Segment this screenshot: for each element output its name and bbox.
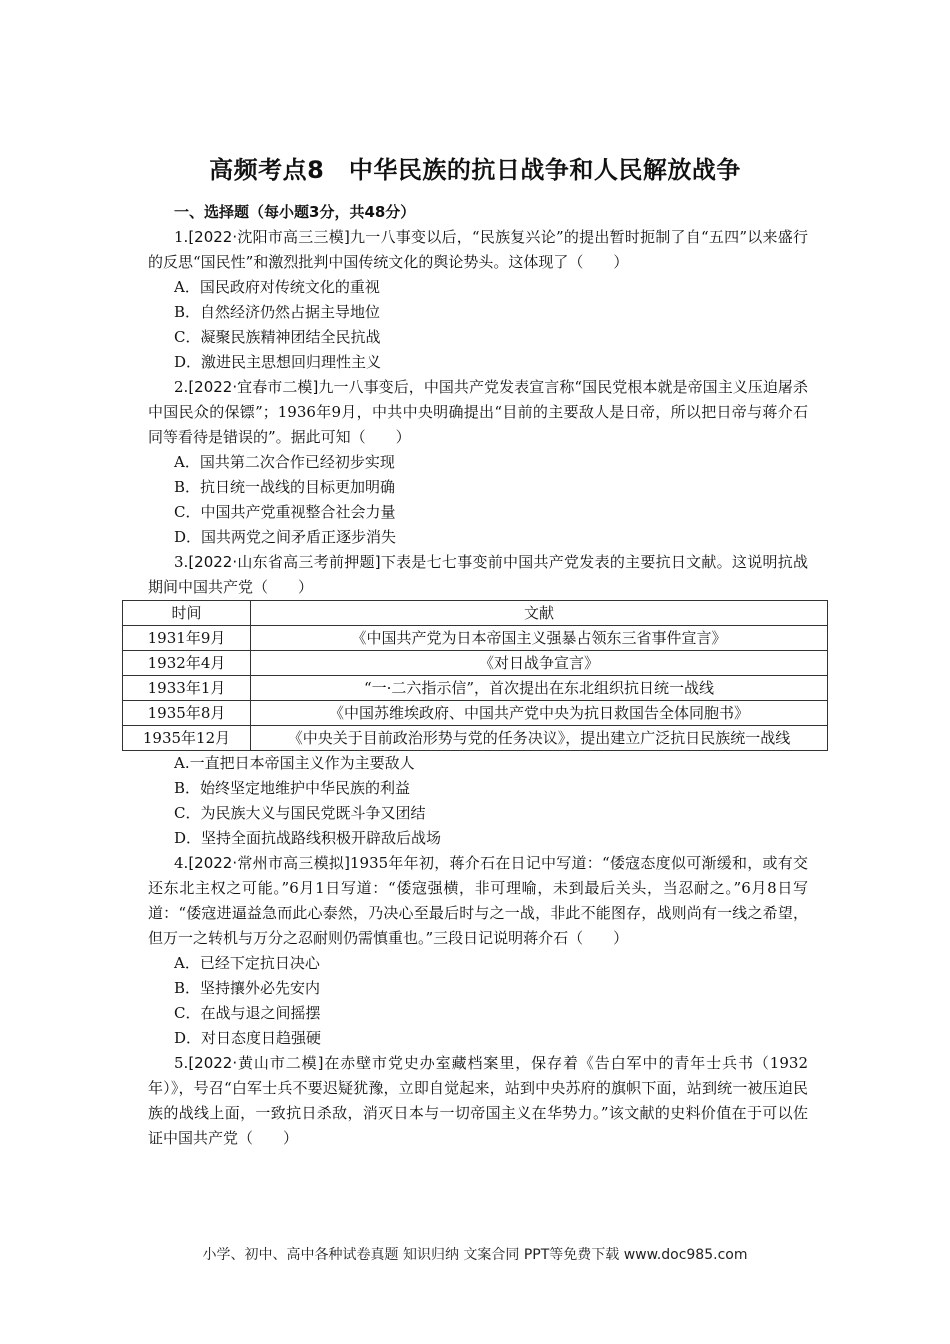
question-stem: 1935年年初，蒋介石在日记中写道：“倭寇态度似可渐缓和，或有交还东北主权之可能。”6月1日写道：“倭寇强横，非可理喻，未到最后关头，当忍耐之。”6月8日写道：“倭寇进逼益急而此心泰然，乃决心至最后时与之一战，非此不能图存，战则尚有一线之希望，但万一之转机与万分之忍耐则仍需慎重也。”三段日记说明蒋介石（ ） [148, 854, 808, 947]
question-3 [148, 550, 808, 600]
option-a: A．已经下定抗日决心 [174, 954, 320, 972]
table-cell: 1932年4月 [123, 651, 251, 676]
option-a: A．国民政府对传统文化的重视 [174, 278, 380, 296]
exam-content [142, 200, 808, 1151]
table-row [123, 726, 828, 751]
question-5 [148, 1051, 808, 1151]
table-row [123, 651, 828, 676]
question-source: [2022·沈阳市高三三模] [188, 228, 350, 246]
option-b: B．自然经济仍然占据主导地位 [174, 303, 381, 321]
question-stem: 九一八事变以后，“民族复兴论”的提出暂时扼制了自“五四”以来盛行的反思“国民性”和激烈批判中国传统文化的舆论势头。这体现了（ ） [148, 228, 808, 271]
option-d: D．国共两党之间矛盾正逐步消失 [174, 528, 397, 546]
question-4 [148, 851, 808, 951]
table-cell: 《中央关于目前政治形势与党的任务决议》，提出建立广泛抗日民族统一战线 [251, 726, 828, 751]
question-number: 3. [174, 553, 189, 571]
table-cell: 《对日战争宣言》 [251, 651, 828, 676]
question-number: 5. [174, 1054, 189, 1072]
table-header-row [123, 601, 828, 626]
table-row [123, 626, 828, 651]
question-number: 4. [174, 854, 189, 872]
question-stem: 在赤壁市党史办室藏档案里，保存着《告白军中的青年士兵书（1932年）》，号召“白军士兵不要迟疑犹豫，立即自觉起来，站到中央苏府的旗帜下面，站到统一被压迫民族的战线上面，一致抗日杀敌，消灭日本与一切帝国主义在华势力。”该文献的史料价值在于可以佐证中国共产党（ ） [148, 1054, 808, 1147]
table-cell: 1933年1月 [123, 676, 251, 701]
table-cell: 1931年9月 [123, 626, 251, 651]
question-number: 1. [174, 228, 189, 246]
question-number: 2. [174, 378, 189, 396]
page-title: 高频考点8 中华民族的抗日战争和人民解放战争 [209, 156, 741, 184]
question-source: [2022·黄山市二模] [188, 1054, 324, 1072]
section-heading: 一、选择题（每小题3分，共48分） [174, 203, 416, 221]
question-source: [2022·山东省高三考前押题] [188, 553, 381, 571]
option-c: C．凝聚民族精神团结全民抗战 [174, 328, 381, 346]
question-source: [2022·宜春市二模] [188, 378, 319, 396]
table-header: 时间 [123, 601, 251, 626]
table-cell: 1935年12月 [123, 726, 251, 751]
option-d: D．坚持全面抗战路线积极开辟敌后战场 [174, 829, 442, 847]
table-cell: 1935年8月 [123, 701, 251, 726]
option-a: A.一直把日本帝国主义作为主要敌人 [174, 754, 415, 772]
option-d: D．对日态度日趋强硬 [174, 1029, 322, 1047]
option-c: C．在战与退之间摇摆 [174, 1004, 321, 1022]
question-source: [2022·常州市高三模拟] [188, 854, 350, 872]
option-c: C．为民族大义与国民党既斗争又团结 [174, 804, 426, 822]
question-1 [148, 225, 808, 275]
option-c: C．中国共产党重视整合社会力量 [174, 503, 396, 521]
footer-text: 小学、初中、高中各种试卷真题 知识归纳 文案合同 PPT等免费下载 www.doc985.com [202, 1247, 748, 1263]
option-a: A．国共第二次合作已经初步实现 [174, 453, 395, 471]
table-header: 文献 [251, 601, 828, 626]
question-stem: 下表是七七事变前中国共产党发表的主要抗日文献。这说明抗战期间中国共产党（ ） [148, 553, 808, 596]
question-2 [148, 375, 808, 450]
question-stem: 九一八事变后，中国共产党发表宣言称“国民党根本就是帝国主义压迫屠杀中国民众的保镖”；1936年9月，中共中央明确提出“目前的主要敌人是日帝，所以把日帝与蒋介石同等看待是错误的”。据此可知（ ） [148, 378, 808, 446]
table-row [123, 676, 828, 701]
option-b: B．坚持攘外必先安内 [174, 979, 321, 997]
table-cell: 《中国共产党为日本帝国主义强暴占领东三省事件宣言》 [251, 626, 828, 651]
option-b: B．始终坚定地维护中华民族的利益 [174, 779, 411, 797]
table-row [123, 701, 828, 726]
option-d: D．激进民主思想回归理性主义 [174, 353, 382, 371]
table-cell: “一·二六指示信”，首次提出在东北组织抗日统一战线 [251, 676, 828, 701]
option-b: B．抗日统一战线的目标更加明确 [174, 478, 396, 496]
table-cell: 《中国苏维埃政府、中国共产党中央为抗日救国告全体同胞书》 [251, 701, 828, 726]
documents-table [122, 600, 828, 751]
